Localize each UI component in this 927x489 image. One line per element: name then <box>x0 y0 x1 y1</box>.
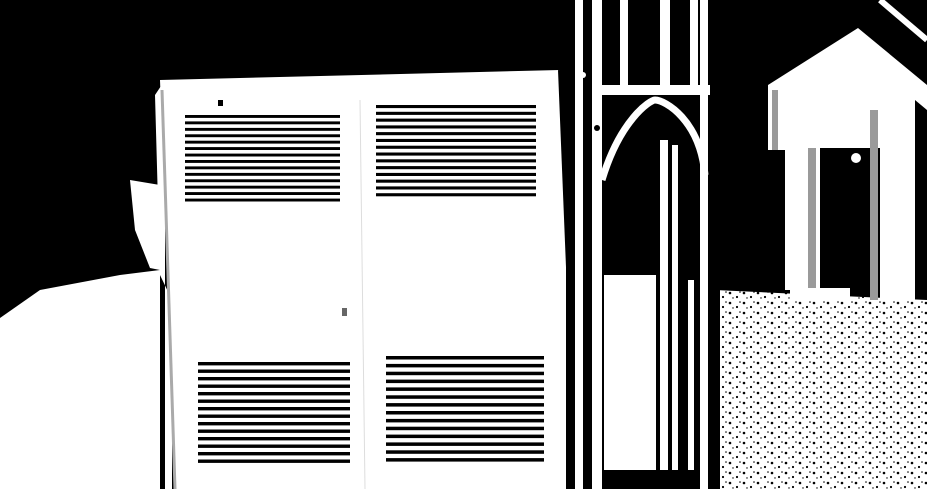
metal-box <box>604 275 656 470</box>
louver-slat <box>198 437 350 440</box>
louver-slat <box>185 147 340 150</box>
louver-slat <box>386 387 544 391</box>
louver-slat <box>386 356 544 360</box>
louver-slat <box>386 380 544 384</box>
cabinet-handle <box>342 308 347 316</box>
louver-slat <box>386 450 544 454</box>
gravel-ground <box>700 290 927 489</box>
louver-slat <box>185 128 340 131</box>
louver-slat <box>386 395 544 399</box>
louver-slat <box>185 199 340 202</box>
louver-slat <box>376 139 536 142</box>
louver-slat <box>198 407 350 410</box>
louver-slat <box>386 435 544 439</box>
louver-slat <box>185 121 340 124</box>
louver-slat <box>198 392 350 395</box>
louver-slat <box>376 186 536 189</box>
louver-slat <box>198 430 350 433</box>
louver-slat <box>185 160 340 163</box>
louver-slat <box>376 112 536 115</box>
louver-slat <box>185 166 340 169</box>
electrical-cabinet <box>155 70 577 489</box>
louver-slat <box>376 125 536 128</box>
louver-slat <box>185 134 340 137</box>
cabinet-latch <box>218 100 223 106</box>
louver-slat <box>198 415 350 418</box>
louver-slat <box>386 458 544 462</box>
louver-slat <box>386 419 544 423</box>
louver-slat <box>376 173 536 176</box>
louver-slat <box>185 192 340 195</box>
louver-slat <box>386 427 544 431</box>
louver-slat <box>198 422 350 425</box>
louver-slat <box>386 372 544 376</box>
louver-slat <box>376 132 536 135</box>
louver-slat <box>376 153 536 156</box>
louver-slat <box>198 460 350 463</box>
louver-slat <box>185 179 340 182</box>
louver-slat <box>386 411 544 415</box>
louver-slat <box>185 115 340 118</box>
louver-slat <box>198 370 350 373</box>
louver-slat <box>198 385 350 388</box>
louver-slat <box>376 193 536 196</box>
louver-slat <box>185 154 340 157</box>
louver-slat <box>386 442 544 446</box>
louver-slat <box>185 186 340 189</box>
louver-slat <box>386 364 544 368</box>
louver-slat <box>198 400 350 403</box>
louver-slat <box>198 362 350 365</box>
louver-slat <box>376 166 536 169</box>
louver-slat <box>198 377 350 380</box>
louver-slat <box>376 180 536 183</box>
louver-slat <box>376 146 536 149</box>
louver-slat <box>376 105 536 108</box>
ground-left <box>0 270 160 489</box>
louver-slat <box>376 119 536 122</box>
louver-slat <box>185 173 340 176</box>
louver-slat <box>198 452 350 455</box>
louver-slat <box>185 141 340 144</box>
louver-slat <box>376 159 536 162</box>
louver-slat <box>386 403 544 407</box>
louver-slat <box>198 445 350 448</box>
